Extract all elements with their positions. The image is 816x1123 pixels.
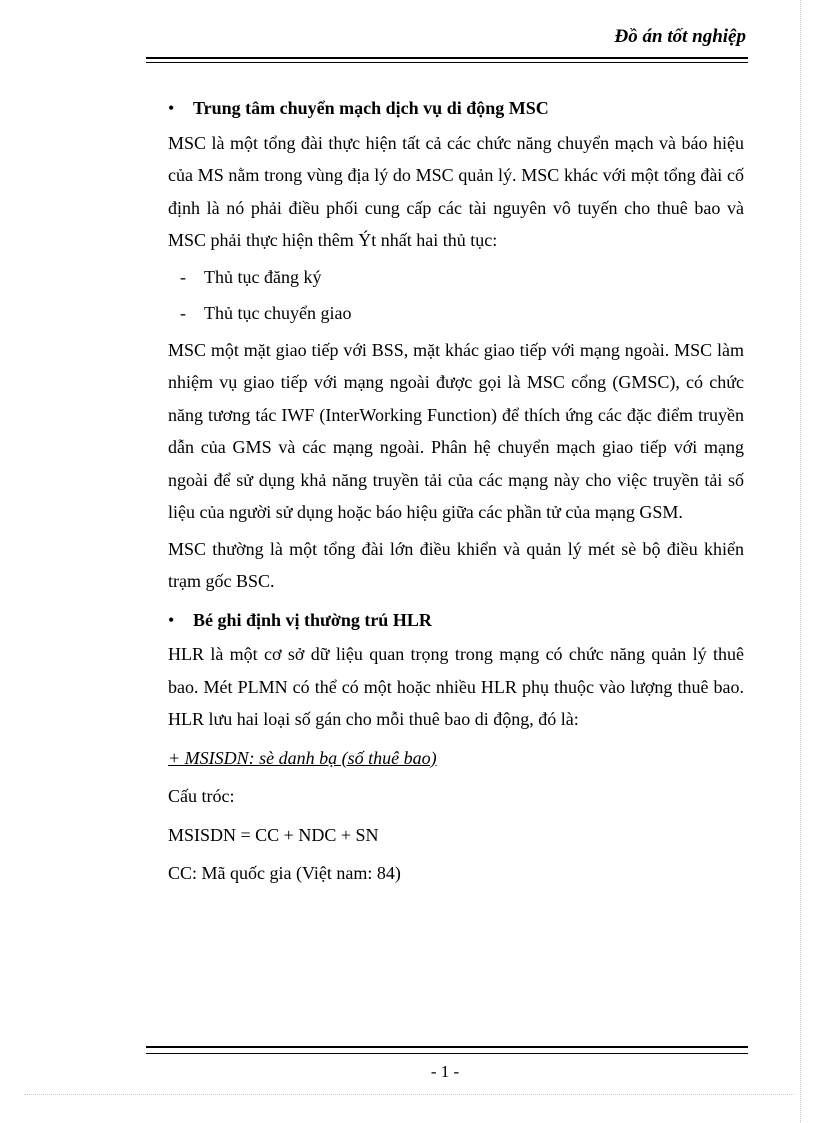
header-rule-top [146, 57, 748, 59]
header-rule-bottom [146, 62, 748, 63]
structure-label: Cấu tróc: [168, 786, 235, 806]
list-item-text: Thủ tục chuyển giao [204, 303, 352, 323]
section-heading-hlr [168, 604, 744, 637]
section-heading-text: Trung tâm chuyển mạch dịch vụ di động MSC [193, 98, 549, 118]
paragraph-msc-interface: MSC một mặt giao tiếp với BSS, mặt khác giao tiếp với mạng ngoài. MSC làm nhiệm vụ giao tiếp với mạng ngoài được gọi là MSC cổng (GMSC), có chức năng tương tác IWF (InterWorking Function) để thích ứng các đặc điểm truyền dẫn của GMS và các mạng ngoài. Phân hệ chuyển mạch giao tiếp với mạng ngoài để sử dụng khả năng truyền tải của các mạng này cho việc truyền tải số liệu của người sử dụng hoặc báo hiệu giữa các phần tử của mạng GSM. [168, 339, 744, 522]
list-item-handover [180, 297, 744, 330]
list-item-text: Thủ tục đăng ký [204, 266, 322, 287]
document-header-title: Đồ án tốt nghiệp [614, 26, 746, 47]
msisdn-subheading: + MSISDN: sè danh bạ (số thuê bao) [168, 747, 437, 768]
paragraph-msc-control: MSC thường là một tổng đài lớn điều khiển và quản lý mét sè bộ điều khiển trạm gốc BSC. [168, 538, 744, 591]
paragraph-msc-intro: MSC là một tổng đài thực hiện tất cả các chức năng chuyển mạch và báo hiệu của MS nằm trong vùng địa lý do MSC quản lý. MSC khác với một tổng đài cố định là nó phải điều phối cung cấp các tài nguyên vô tuyến cho thuê bao và MSC phải thực hiện thêm Ýt nhất hai thủ tục: [168, 132, 744, 250]
page-body [168, 92, 744, 896]
footer-rule-bottom [146, 1053, 748, 1054]
paragraph-hlr: HLR là một cơ sở dữ liệu quan trọng trong mạng có chức năng quản lý thuê bao. Mét PLMN có thể có một hoặc nhiều HLR phụ thuộc vào lượng thuê bao. HLR lưu hai loại số gán cho mỗi thuê bao di động, đó là: [168, 644, 744, 729]
bullet-icon: • [168, 609, 175, 630]
cc-definition: CC: Mã quốc gia (Việt nam: 84) [168, 863, 401, 883]
section-heading-text: Bé ghi định vị thường trú HLR [193, 609, 432, 630]
dash-marker: - [180, 303, 186, 323]
page-edge-right [800, 0, 801, 1123]
page-edge-bottom [24, 1094, 794, 1095]
bullet-icon: • [168, 98, 175, 118]
page-number: - 1 - [430, 1062, 460, 1081]
section-heading-msc [168, 92, 744, 125]
list-item-registration [180, 261, 744, 294]
dash-marker: - [180, 266, 186, 287]
footer-rule-top [146, 1046, 748, 1048]
msisdn-formula: MSISDN = CC + NDC + SN [168, 824, 379, 845]
